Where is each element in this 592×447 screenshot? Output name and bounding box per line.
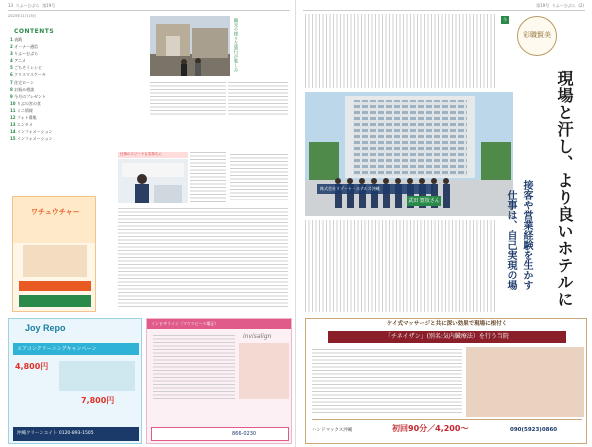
toc-item-number: 9 [10, 93, 13, 99]
company-info-text [230, 154, 288, 200]
toc-item[interactable] [10, 50, 82, 57]
toc-item[interactable] [10, 100, 82, 107]
toc-item-number: 4 [10, 58, 13, 64]
left-ad-photo [23, 245, 87, 277]
toc-item-label: フォト募集 [16, 115, 37, 121]
right-page-header [536, 3, 584, 9]
invisalign-brand: invisalign [243, 333, 272, 340]
toc-item-number: 11 [10, 107, 16, 113]
contents-title: CONTENTS [14, 28, 55, 35]
intro-text-columns [305, 14, 495, 88]
toc-item-number: 7 [10, 79, 13, 85]
joy-repo-footer: 沖縄クリーンエイト 0120-893-1505 [13, 427, 139, 441]
toc-item-label: インフォメーション [16, 136, 53, 142]
person-name-tag: 武田 寛枝さん [408, 198, 440, 204]
right-page [297, 0, 592, 447]
invisalign-model-photo [239, 343, 289, 399]
price-1: 4,800円 [15, 362, 49, 371]
invisalign-title: インビザライン（マウスピース矯正） [147, 319, 292, 329]
massage-ad-divider [312, 419, 582, 420]
travel-photo-graphic [150, 16, 230, 76]
joy-repo-campaign: エアコンクリーニングキャンペーン [13, 343, 139, 355]
toc-item[interactable] [10, 64, 82, 71]
newsletter-title: りふ～むぷら [15, 3, 40, 8]
toc-item-number: 15 [10, 136, 16, 142]
left-page-header [8, 3, 55, 9]
newsletter-title: りふ～むぷら [551, 3, 576, 8]
left-ad-headline: ワチュウチャー [31, 208, 80, 216]
travel-photo [150, 16, 230, 76]
header-rule [8, 10, 290, 11]
toc-item-number: 14 [10, 129, 16, 135]
photo-caption-vertical: 観光や様々な旅行が楽しみ [233, 18, 238, 72]
toc-item-number: 13 [10, 122, 16, 128]
toc-item-number: 6 [10, 72, 13, 78]
invisalign-text [153, 335, 235, 399]
massage-phone: 090(5923)0860 [510, 427, 558, 433]
toc-item-label: ミニ情報 [16, 107, 33, 113]
toc-item[interactable] [10, 107, 82, 114]
article-text-block-b [228, 82, 288, 116]
issue-date: 2023年11月15日 [8, 14, 37, 18]
subheadline-2: 仕事は、自己実現の場 [505, 190, 516, 290]
toc-item-label: 住宅ローン [14, 79, 34, 85]
toc-item-number: 2 [10, 44, 13, 50]
toc-item-label: りふ～むぷら [14, 51, 39, 57]
left-ad[interactable] [12, 196, 96, 312]
massage-shop-name: ハンドマックス沖縄 [312, 428, 353, 433]
toc-item[interactable] [10, 71, 82, 78]
main-headline: 現場と汗し、より良いホテルに [555, 70, 574, 308]
toc-item[interactable] [10, 135, 82, 142]
toc-item-label: クリスマスケーキ [14, 72, 46, 78]
toc-item-label: 今月のプレゼント [14, 93, 46, 99]
toc-item-label: アニメ [14, 58, 26, 64]
toc-item-label: お悩み相談 [14, 86, 35, 92]
massage-photo [466, 347, 584, 417]
toc-item-number: 3 [10, 51, 13, 57]
toc-item[interactable] [10, 79, 82, 86]
toc-item[interactable] [10, 121, 82, 128]
issue-number: 第19号 [536, 3, 550, 8]
article-body-columns [118, 208, 288, 308]
working-photo-graphic [118, 159, 188, 203]
joy-repo-ad[interactable] [8, 318, 142, 444]
toc-item[interactable] [10, 86, 82, 93]
aircon-photo [59, 361, 135, 391]
invisalign-ad[interactable] [146, 318, 292, 444]
left-ad-banner [19, 281, 91, 291]
price-2: 7,800円 [81, 396, 115, 405]
photo-caption-bar: 仕事のスピードも気持ちに [118, 152, 188, 158]
toc-item-number: 1 [10, 37, 13, 42]
toc-item-number: 10 [10, 100, 16, 106]
folio: 13 [8, 3, 14, 8]
toc-item[interactable] [10, 114, 82, 121]
company-caption: 株式会社リゾート・ホテルズ沖縄 [317, 184, 433, 194]
massage-price: 初回90分／4,200～ [392, 424, 469, 433]
toc-item[interactable] [10, 93, 82, 100]
massage-ad-text [312, 349, 462, 415]
toc-item[interactable] [10, 128, 82, 135]
toc-item[interactable] [10, 36, 82, 43]
series-badge: 今 [503, 17, 507, 22]
toc-item-label: インフォメーション [16, 129, 53, 135]
series-logo [517, 16, 557, 56]
massage-ad[interactable] [305, 318, 587, 444]
joy-repo-brand: Joy Repo [25, 323, 66, 333]
toc-item-number: 8 [10, 86, 13, 92]
left-ad-footer [19, 295, 91, 307]
subheadline-1: 接客や営業経験を生かす [521, 180, 532, 290]
series-logo-text: 彩職賢美 [523, 31, 551, 39]
article-body-vertical [305, 220, 497, 312]
issue-number: 第19号 [42, 3, 56, 8]
side-text [190, 152, 226, 204]
toc-item-label: ごちそうレシピ [14, 65, 42, 71]
working-photo [118, 159, 188, 203]
massage-ad-title: ケイ式マッサージと共に深い効果で現場に根付く [386, 321, 508, 327]
table-of-contents [10, 36, 82, 142]
toc-item-label: エンタメ [16, 122, 33, 128]
article-text-block-a [150, 82, 226, 116]
toc-item-label: りぶの宮の食 [16, 100, 41, 106]
toc-item-label: オーナー通信 [14, 44, 39, 50]
left-ad-top [13, 197, 96, 243]
invisalign-footer: 866-0230 [151, 427, 289, 441]
toc-item-label: 表紙 [14, 37, 23, 42]
header-rule [303, 10, 585, 11]
toc-item-number: 12 [10, 115, 16, 121]
contents-header-meta [8, 14, 88, 26]
toc-item[interactable] [10, 43, 82, 50]
toc-item-number: 5 [10, 65, 13, 71]
folio: (2) [578, 3, 584, 8]
massage-ad-banner: 「チネイザン」(別名:気内臓療法）を行う当院 [328, 331, 566, 343]
toc-item[interactable] [10, 57, 82, 64]
